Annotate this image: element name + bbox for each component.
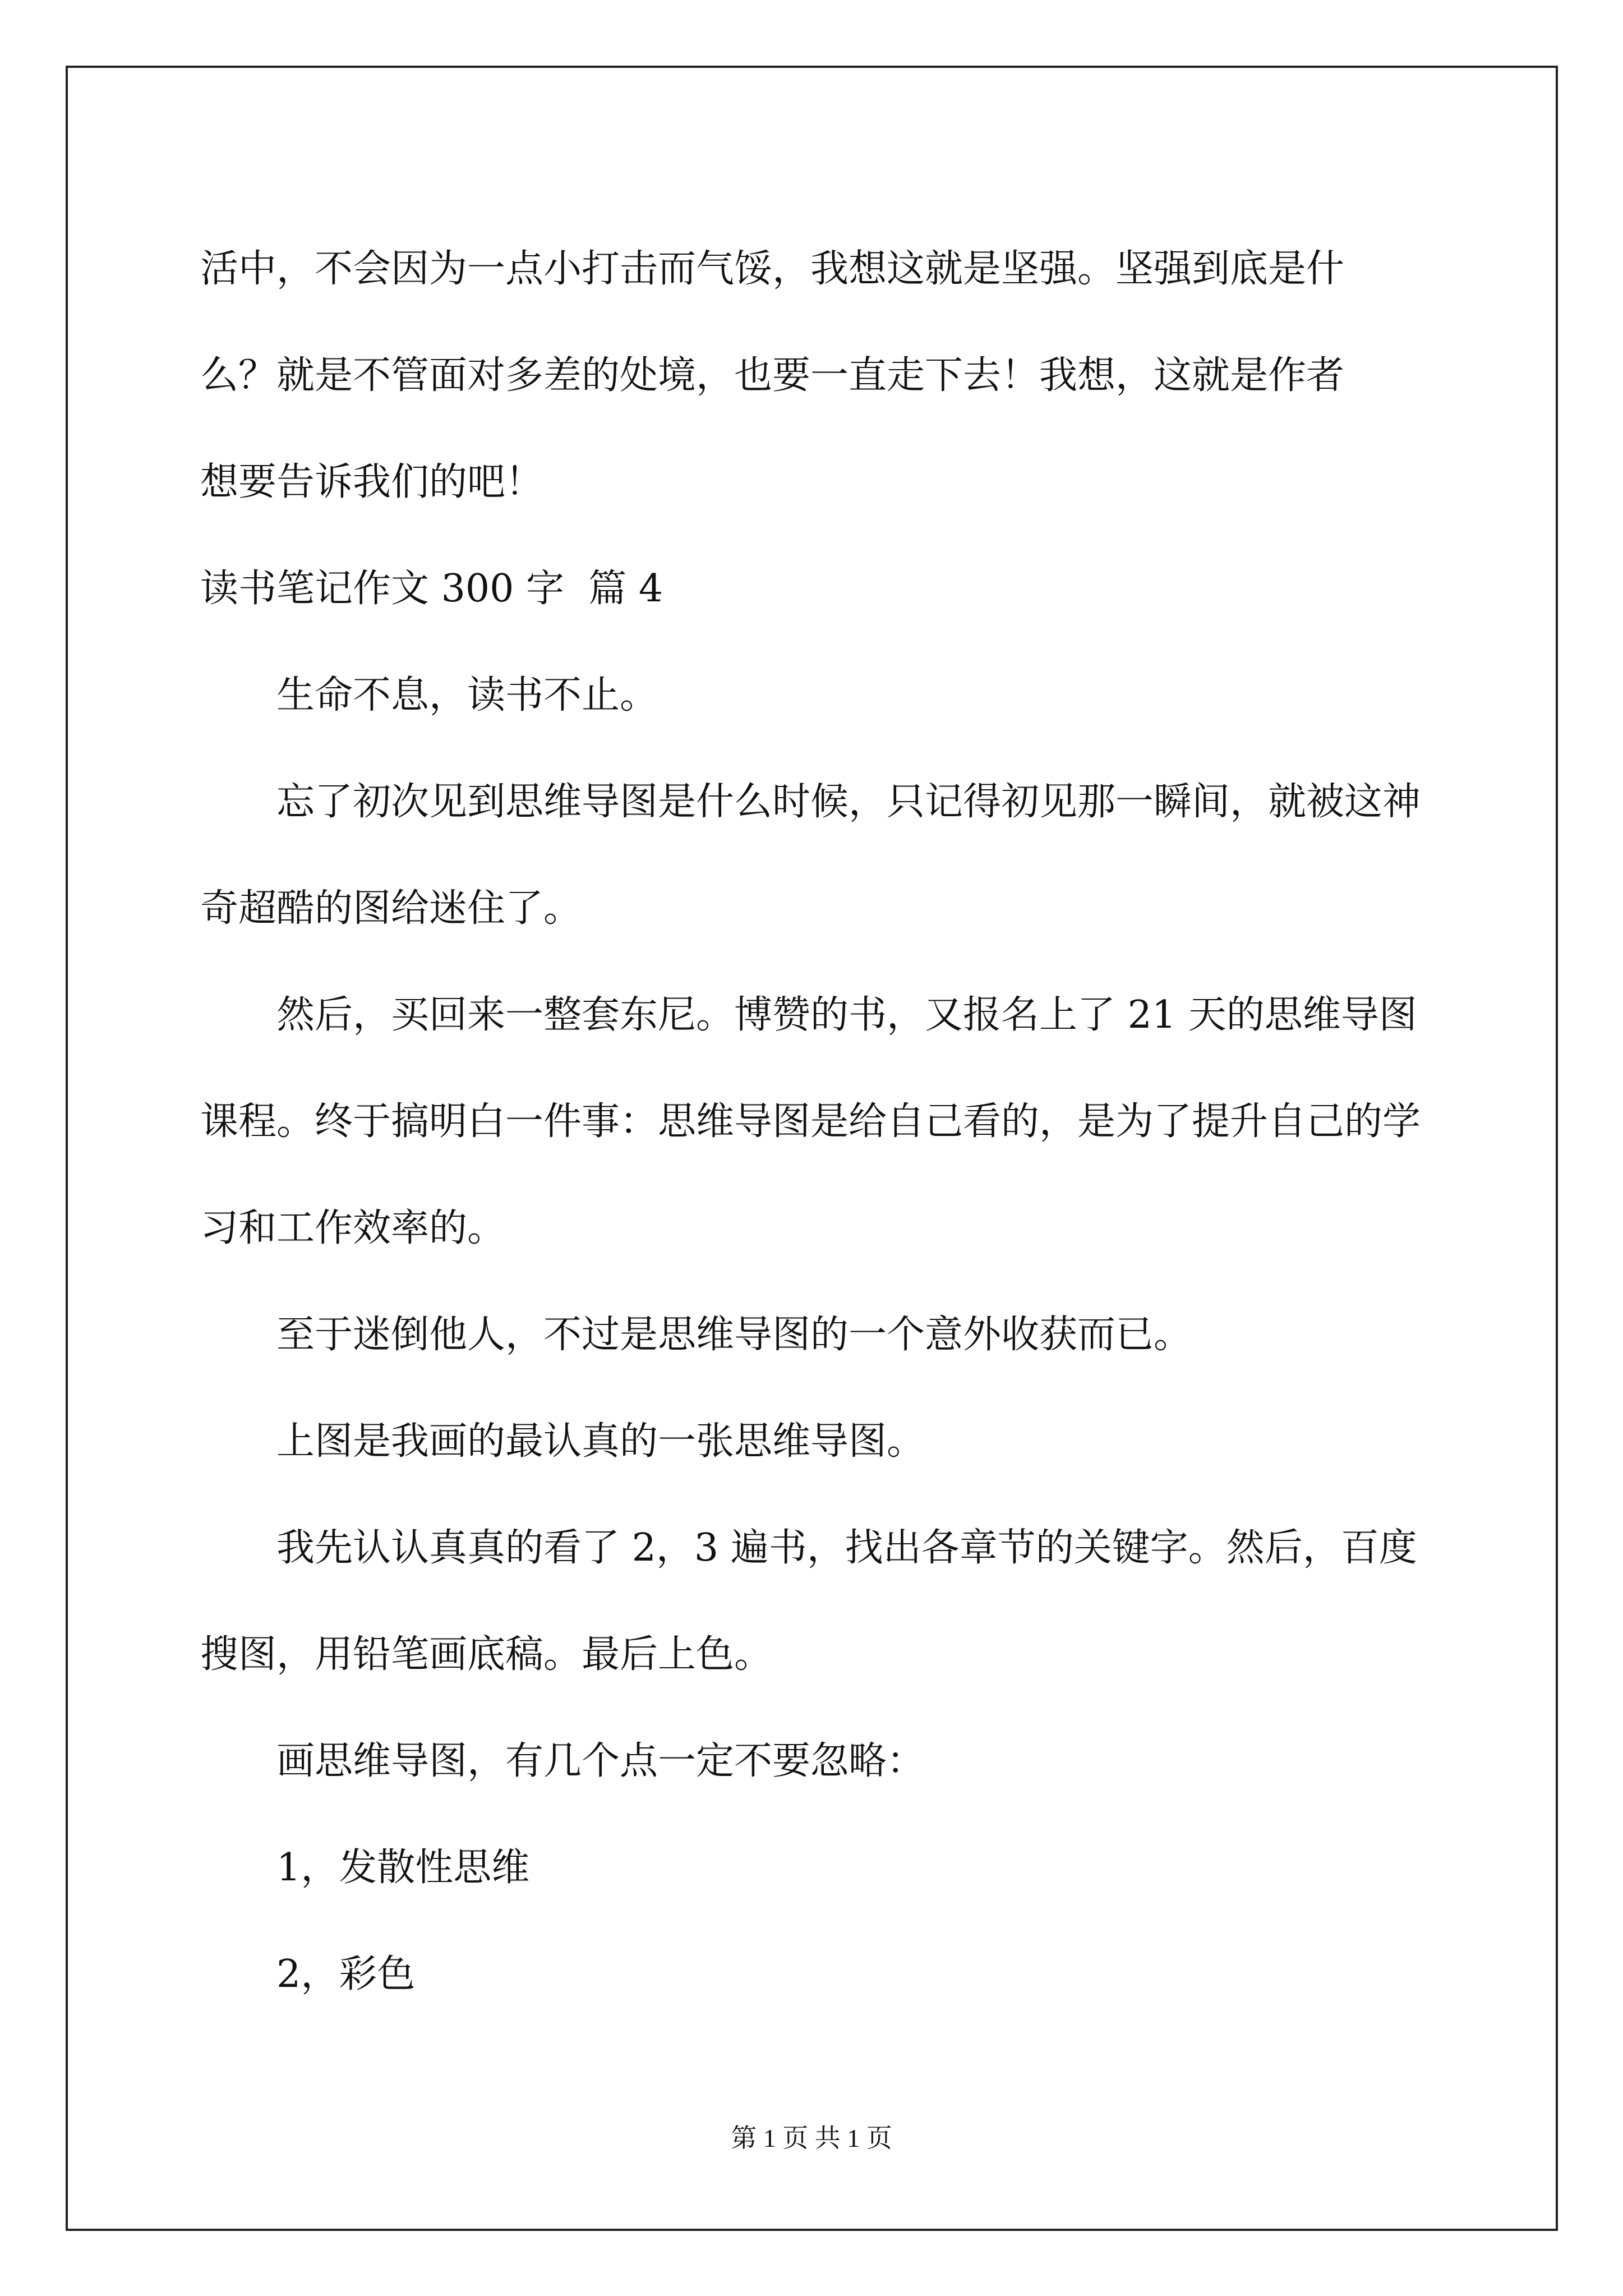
document-body — [200, 216, 1426, 2028]
paragraph: 至于迷倒他人，不过是思维导图的一个意外收获而已。 — [276, 1313, 1192, 1357]
paragraph: 画思维导图，有几个点一定不要忽略： — [276, 1739, 925, 1783]
continued-line: 么？就是不管面对多差的处境，也要一直走下去！我想，这就是作者 — [200, 353, 1345, 398]
list-item: 1，发散性思维 — [276, 1846, 530, 1890]
paragraph: 忘了初次见到思维导图是什么时候，只记得初见那一瞬间，就被这神奇超酷的图给迷住了。 — [200, 780, 1421, 931]
paragraph: 然后，买回来一整套东尼。博赞的书，又报名上了 21 天的思维导图课程。终于搞明白一件事：思维导图是给自己看的，是为了提升自己的学习和工作效率的。 — [200, 993, 1421, 1250]
list-item: 2，彩色 — [276, 1952, 416, 1996]
paragraph: 生命不息，读书不止。 — [276, 673, 658, 717]
continued-line: 活中，不会因为一点小打击而气馁，我想这就是坚强。坚强到底是什 — [200, 247, 1345, 291]
continued-line: 想要告诉我们的吧！ — [200, 460, 544, 504]
paragraph: 上图是我画的最认真的一张思维导图。 — [276, 1419, 925, 1464]
page-footer: 第 1 页 共 1 页 — [731, 2124, 892, 2152]
paragraph: 我先认认真真的看了 2，3 遍书，找出各章节的关键字。然后，百度搜图，用铅笔画底稿。最后上色。 — [200, 1526, 1417, 1677]
section-heading: 读书笔记作文 300 字 篇 4 — [200, 567, 663, 611]
